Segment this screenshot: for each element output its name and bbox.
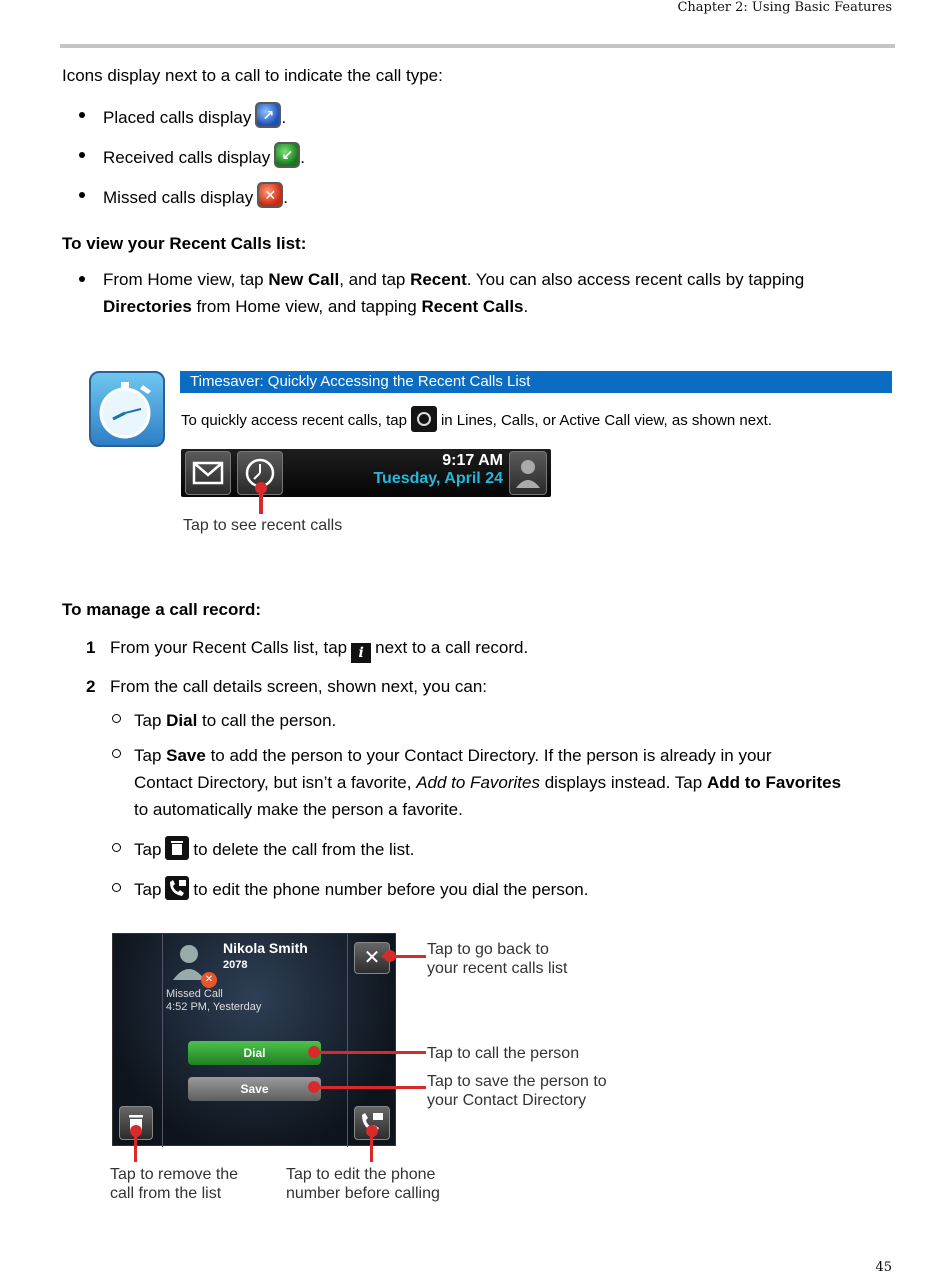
step-2-text: From the call details screen, shown next, you can: bbox=[110, 677, 488, 696]
bullet bbox=[79, 276, 85, 282]
received-call-icon: ↙ bbox=[274, 142, 300, 168]
sub-bullet bbox=[112, 749, 121, 758]
view-recent-text-line1: From Home view, tap New Call, and tap Recent. You can also access recent calls by tapping bbox=[103, 270, 805, 289]
sub-delete: Tap to delete the call from the list. bbox=[134, 836, 415, 863]
timesaver-title: Timesaver: Quickly Accessing the Recent Calls List bbox=[180, 371, 892, 393]
sub-save-line2: Contact Directory, but isn’t a favorite, Add to Favorites displays instead. Tap Add to Favorites bbox=[134, 773, 842, 792]
status-time: 9:17 AM bbox=[442, 452, 503, 469]
callout-call: Tap to call the person bbox=[427, 1045, 580, 1062]
bullet bbox=[79, 192, 85, 198]
sub-bullet bbox=[112, 883, 121, 892]
trash-icon bbox=[165, 836, 189, 860]
missed-badge-icon: ✕ bbox=[201, 972, 217, 988]
bullet bbox=[79, 112, 85, 118]
info-icon: i bbox=[351, 643, 371, 663]
placed-calls-item: Placed calls display ↗ . bbox=[103, 102, 286, 131]
contact-name: Nikola Smith bbox=[223, 940, 308, 956]
missed-calls-item: Missed calls display ✕ . bbox=[103, 182, 288, 211]
page-number: 45 bbox=[875, 1260, 892, 1275]
callout-back-2: your recent calls list bbox=[427, 960, 568, 977]
call-time: 4:52 PM, Yesterday bbox=[166, 1001, 262, 1013]
chapter-header: Chapter 2: Using Basic Features bbox=[677, 0, 892, 15]
sub-dial: Tap Dial to call the person. bbox=[134, 711, 337, 730]
status-date: Tuesday, April 24 bbox=[373, 470, 503, 487]
placed-call-icon: ↗ bbox=[255, 102, 281, 128]
manage-heading: To manage a call record: bbox=[62, 600, 262, 619]
timesaver-text: To quickly access recent calls, tap in Lines, Calls, or Active Call view, as shown next. bbox=[181, 406, 772, 432]
callout-save-2: your Contact Directory bbox=[427, 1092, 587, 1109]
message-icon[interactable] bbox=[185, 451, 231, 495]
missed-call-icon: ✕ bbox=[257, 182, 283, 208]
edit-dial-icon bbox=[165, 876, 189, 900]
step-number: 1 bbox=[86, 638, 96, 657]
callout-edit-2: number before calling bbox=[286, 1185, 440, 1202]
save-button[interactable]: Save bbox=[188, 1077, 321, 1101]
sub-bullet bbox=[112, 843, 121, 852]
dial-button[interactable]: Dial bbox=[188, 1041, 321, 1065]
callout-edit-1: Tap to edit the phone bbox=[286, 1166, 436, 1183]
call-details-screen bbox=[112, 933, 396, 1146]
call-status: Missed Call bbox=[166, 988, 223, 1000]
view-recent-heading: To view your Recent Calls list: bbox=[62, 234, 307, 253]
step-number: 2 bbox=[86, 677, 96, 696]
callout-dot bbox=[255, 482, 267, 494]
view-recent-text-line2: Directories from Home view, and tapping Recent Calls. bbox=[103, 297, 529, 316]
close-icon[interactable]: ✕ bbox=[354, 942, 390, 974]
sub-save-line3: to automatically make the person a favorite. bbox=[134, 800, 463, 819]
phone-status-bar bbox=[181, 449, 551, 497]
user-icon[interactable] bbox=[509, 451, 547, 495]
sub-edit: Tap to edit the phone number before you dial the person. bbox=[134, 876, 588, 903]
callout-recent: Tap to see recent calls bbox=[183, 517, 343, 534]
bullet bbox=[79, 152, 85, 158]
step-1-text: From your Recent Calls list, tap i next to a call record. bbox=[110, 638, 529, 661]
contact-ext: 2078 bbox=[223, 959, 248, 971]
callout-remove-1: Tap to remove the bbox=[110, 1166, 239, 1183]
recent-calls-icon bbox=[411, 406, 437, 432]
stopwatch-icon bbox=[89, 371, 165, 447]
header-rule bbox=[60, 44, 895, 48]
received-calls-item: Received calls display ↙ . bbox=[103, 142, 305, 171]
sub-bullet bbox=[112, 714, 121, 723]
callout-save-1: Tap to save the person to bbox=[427, 1073, 607, 1090]
callout-back-1: Tap to go back to bbox=[427, 941, 549, 958]
intro-text: Icons display next to a call to indicate the call type: bbox=[62, 66, 443, 85]
callout-remove-2: call from the list bbox=[110, 1185, 222, 1202]
sub-save-line1: Tap Save to add the person to your Contact Directory. If the person is already in your bbox=[134, 746, 772, 765]
